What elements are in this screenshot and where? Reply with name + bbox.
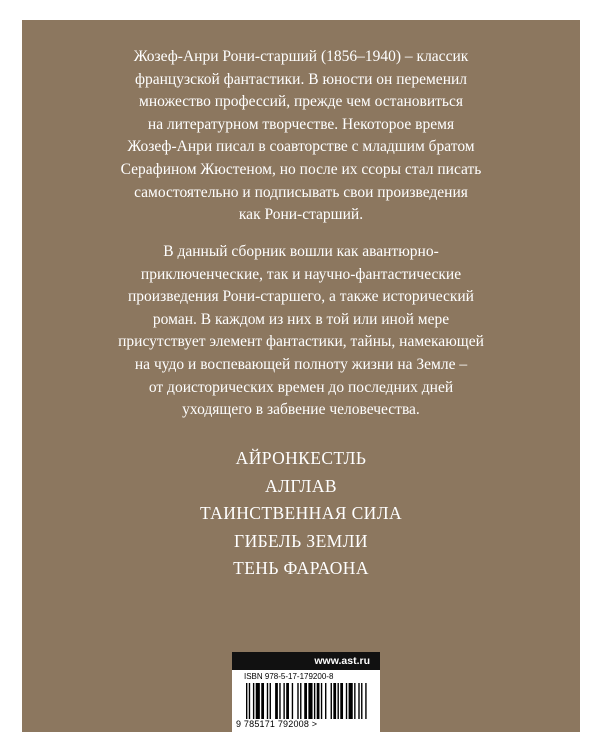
barcode-stripe: [325, 683, 326, 719]
text-line: самостоятельно и подписывать свои произведения: [134, 183, 468, 201]
contents-title: ГИБЕЛЬ ЗЕМЛИ: [234, 530, 368, 551]
barcode-stripe: [279, 683, 280, 719]
barcode-stripe: [314, 683, 315, 719]
text-line: присутствует элемент фантастики, тайны, намекающей: [118, 333, 484, 351]
text-line: французской фантастики. В юности он переменил: [134, 70, 468, 88]
barcode-stripe: [317, 683, 320, 719]
text-line: как Рони-старший.: [238, 206, 364, 224]
barcode-stripe: [349, 683, 353, 719]
barcode-stripe: [354, 683, 355, 719]
text-line: на чудо и воспевающей полноту жизни на Земле –: [134, 355, 468, 373]
text-line: Жозеф-Анри писал в соавторстве с младшим братом: [127, 138, 475, 156]
barcode-icon: [246, 683, 368, 719]
text-line: Жозеф-Анри Рони-старший (1856–1940) – классик: [133, 48, 469, 65]
text-line: роман. В каждом из них в той или иной мере: [152, 310, 450, 328]
text-line: В данный сборник вошли как авантюрно-: [163, 243, 439, 260]
barcode-digits: 9 785171 792008 >: [236, 719, 318, 729]
collection-description-paragraph: [22, 241, 580, 422]
barcode-stripe: [308, 683, 312, 719]
contents-list: [22, 445, 580, 583]
back-cover: [22, 20, 580, 732]
barcode-stripe: [283, 683, 284, 719]
contents-title: ТЕНЬ ФАРАОНА: [233, 558, 369, 578]
barcode-stripe: [249, 683, 250, 719]
barcode-stripe: [358, 683, 359, 719]
barcode-stripe: [331, 683, 332, 719]
publisher-website: www.ast.ru: [232, 652, 380, 670]
barcode-stripe: [292, 683, 293, 719]
barcode-stripe: [340, 683, 343, 719]
barcode-stripe: [346, 683, 347, 719]
barcode-stripe: [286, 683, 289, 719]
contents-title: ТАИНСТВЕННАЯ СИЛА: [199, 503, 403, 523]
barcode-stripe: [304, 683, 307, 719]
barcode-stripe: [275, 683, 278, 719]
text-line: на литературном творчестве. Некоторое время: [147, 115, 455, 133]
barcode-stripe: [338, 683, 339, 719]
isbn-label: ISBN 978-5-17-179200-8: [244, 672, 334, 681]
barcode-stripe: [297, 683, 298, 719]
text-line: Серафином Жюстеном, но после их ссоры стал писать: [120, 160, 482, 178]
barcode-stripe: [361, 683, 362, 719]
text-line: приключенческие, так и научно-фантастические: [140, 265, 462, 283]
barcode-stripe: [321, 683, 322, 719]
barcode-block: [232, 652, 380, 732]
barcode-stripe: [270, 683, 271, 719]
text-line: от доисторических времен до последних дней: [148, 378, 454, 396]
contents-title: АЙРОНКЕСТЛЬ: [235, 448, 367, 468]
text-line: уходящего в забвение человечества.: [182, 401, 420, 419]
barcode-stripe: [253, 683, 254, 719]
barcode-stripe: [267, 683, 268, 719]
text-line: множество профессий, прежде чем остановиться: [139, 93, 463, 111]
barcode-stripe: [261, 683, 264, 719]
text-line: произведения Рони-старшего, а также исторический: [128, 288, 474, 306]
barcode-stripe: [256, 683, 260, 719]
barcode-panel: [232, 670, 380, 732]
barcode-stripe: [246, 683, 247, 719]
barcode-stripe: [365, 683, 366, 719]
barcode-stripe: [333, 683, 336, 719]
contents-title: АЛГЛАВ: [265, 475, 337, 496]
author-bio-paragraph: [22, 46, 580, 227]
barcode-stripe: [300, 683, 301, 719]
